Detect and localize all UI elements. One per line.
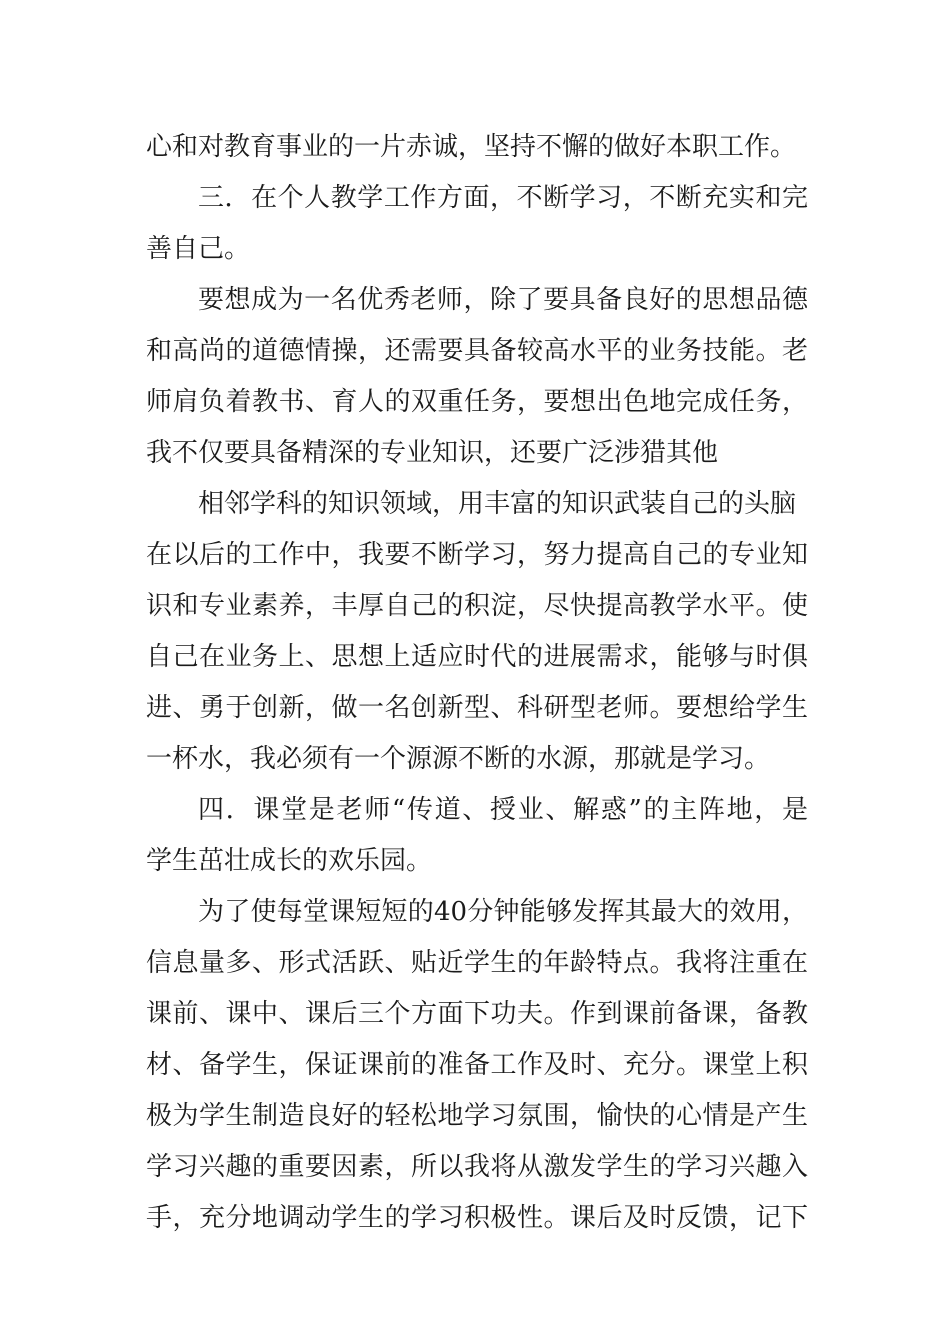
text-line: 材、备学生，保证课前的准备工作及时、充分。课堂上积	[146, 1050, 808, 1080]
text-line: 自己在业务上、思想上适应时代的进展需求，能够与时俱	[146, 642, 808, 672]
text-line: 我不仅要具备精深的专业知识，还要广泛涉猎其他	[146, 438, 719, 468]
text-line: 一杯水，我必须有一个源源不断的水源，那就是学习。	[146, 744, 771, 774]
text-line: 课前、课中、课后三个方面下功夫。作到课前备课，备教	[146, 999, 808, 1029]
text-line: 信息量多、形式活跃、贴近学生的年龄特点。我将注重在	[146, 948, 808, 978]
text-line: 识和专业素养，丰厚自己的积淀，尽快提高教学水平。使	[146, 591, 808, 621]
paragraph-start-line: 要想成为一名优秀老师，除了要具备良好的思想品德	[198, 285, 808, 315]
text-line: 手，充分地调动学生的学习积极性。课后及时反馈，记下	[146, 1203, 808, 1233]
text-line: 极为学生制造良好的轻松地学习氛围，愉快的心情是产生	[146, 1101, 808, 1131]
section-heading-line: 四．课堂是老师“传道、授业、解惑”的主阵地，是	[198, 795, 808, 825]
paragraph-start-line: 相邻学科的知识领域，用丰富的知识武装自己的头脑	[198, 489, 797, 519]
text-line: 和高尚的道德情操，还需要具备较高水平的业务技能。老	[146, 336, 808, 366]
text-line: 心和对教育事业的一片赤诚，坚持不懈的做好本职工作。	[146, 132, 797, 162]
section-heading-line: 三．在个人教学工作方面，不断学习，不断充实和完	[198, 183, 808, 213]
text-line: 师肩负着教书、育人的双重任务，要想出色地完成任务，	[146, 387, 808, 417]
text-line: 学生茁壮成长的欢乐园。	[146, 846, 433, 876]
document-body	[146, 122, 808, 1244]
text-line: 进、勇于创新，做一名创新型、科研型老师。要想给学生	[146, 693, 808, 723]
paragraph-start-line: 为了使每堂课短短的40分钟能够发挥其最大的效用，	[198, 897, 808, 927]
text-line: 学习兴趣的重要因素，所以我将从激发学生的学习兴趣入	[146, 1152, 808, 1182]
text-line: 善自己。	[146, 234, 251, 264]
text-line: 在以后的工作中，我要不断学习，努力提高自己的专业知	[146, 540, 808, 570]
